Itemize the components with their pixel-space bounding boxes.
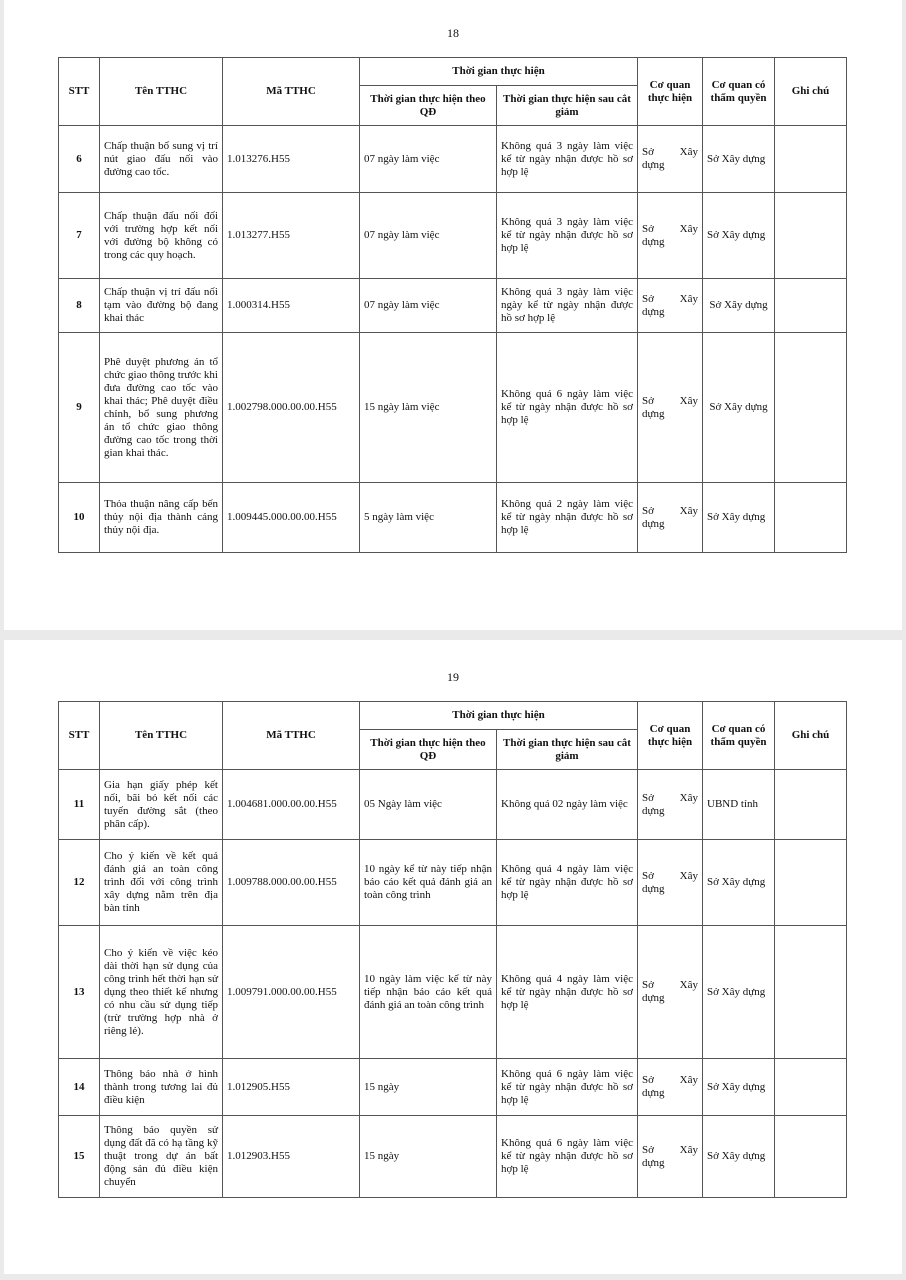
header-name: Tên TTHC bbox=[100, 702, 223, 770]
cell-time-qd: 10 ngày làm việc kể từ này tiếp nhận báo cáo kết quả đánh giá an toàn công trình bbox=[360, 926, 497, 1059]
header-name: Tên TTHC bbox=[100, 58, 223, 126]
cell-authority: Sở Xây dựng bbox=[703, 840, 775, 926]
cell-time-cut: Không quá 2 ngày làm việc kể từ ngày nhận được hồ sơ hợp lệ bbox=[497, 483, 638, 553]
cell-agency: Sở Xây dựng bbox=[638, 926, 703, 1059]
cell-stt: 13 bbox=[59, 926, 100, 1059]
cell-stt: 12 bbox=[59, 840, 100, 926]
cell-name: Cho ý kiến về việc kéo dài thời hạn sử dụng của công trình hết thời hạn sử dụng theo thiết kế nhưng có nhu cầu sử dụng tiếp (trừ trường hợp nhà ở riêng lẻ). bbox=[100, 926, 223, 1059]
document-page-18 bbox=[4, 0, 902, 630]
cell-time-qd: 15 ngày bbox=[360, 1059, 497, 1116]
cell-name: Chấp thuận đấu nối đối với trường hợp kết nối với đường bộ không có trong các quy hoạch. bbox=[100, 193, 223, 279]
cell-code: 1.004681.000.00.00.H55 bbox=[223, 770, 360, 840]
cell-agency: Sở Xây dựng bbox=[638, 483, 703, 553]
page-number: 19 bbox=[447, 670, 459, 684]
cell-time-cut: Không quá 6 ngày làm việc kể từ ngày nhận được hồ sơ hợp lệ bbox=[497, 1059, 638, 1116]
header-time-cut: Thời gian thực hiện sau cắt giảm bbox=[497, 730, 638, 770]
header-authority: Cơ quan có thẩm quyền bbox=[703, 702, 775, 770]
cell-agency: Sở Xây dựng bbox=[638, 1116, 703, 1198]
cell-name: Chấp thuận vị trí đấu nối tạm vào đường bộ đang khai thác bbox=[100, 279, 223, 333]
header-note: Ghi chú bbox=[775, 58, 847, 126]
cell-authority: UBND tỉnh bbox=[703, 770, 775, 840]
cell-note bbox=[775, 483, 847, 553]
cell-stt: 8 bbox=[59, 279, 100, 333]
cell-authority: Sở Xây dựng bbox=[703, 126, 775, 193]
cell-time-cut: Không quá 3 ngày làm việc ngày kể từ ngày nhận được hồ sơ hợp lệ bbox=[497, 279, 638, 333]
table-row bbox=[59, 1059, 847, 1116]
cell-agency: Sở Xây dựng bbox=[638, 1059, 703, 1116]
header-note: Ghi chú bbox=[775, 702, 847, 770]
cell-code: 1.009445.000.00.00.H55 bbox=[223, 483, 360, 553]
cell-note bbox=[775, 126, 847, 193]
cell-time-cut: Không quá 02 ngày làm việc bbox=[497, 770, 638, 840]
cell-agency: Sở Xây dựng bbox=[638, 333, 703, 483]
cell-agency: Sở Xây dựng bbox=[638, 193, 703, 279]
cell-stt: 15 bbox=[59, 1116, 100, 1198]
table-row bbox=[59, 126, 847, 193]
cell-time-cut: Không quá 6 ngày làm việc kể từ ngày nhận được hồ sơ hợp lệ bbox=[497, 333, 638, 483]
cell-time-cut: Không quá 3 ngày làm việc kể từ ngày nhận được hồ sơ hợp lệ bbox=[497, 126, 638, 193]
cell-authority: Sở Xây dựng bbox=[703, 926, 775, 1059]
header-code: Mã TTHC bbox=[223, 58, 360, 126]
cell-time-cut: Không quá 3 ngày làm việc kể từ ngày nhận được hồ sơ hợp lệ bbox=[497, 193, 638, 279]
header-time-group: Thời gian thực hiện bbox=[360, 58, 638, 86]
cell-code: 1.013277.H55 bbox=[223, 193, 360, 279]
table-row bbox=[59, 333, 847, 483]
cell-stt: 11 bbox=[59, 770, 100, 840]
cell-agency: Sở Xây dựng bbox=[638, 279, 703, 333]
header-time-qd: Thời gian thực hiện theo QĐ bbox=[360, 730, 497, 770]
cell-time-cut: Không quá 6 ngày làm việc kể từ ngày nhận được hồ sơ hợp lệ bbox=[497, 1116, 638, 1198]
table-row bbox=[59, 1116, 847, 1198]
cell-code: 1.009788.000.00.00.H55 bbox=[223, 840, 360, 926]
cell-authority: Sở Xây dựng bbox=[703, 1059, 775, 1116]
cell-code: 1.012903.H55 bbox=[223, 1116, 360, 1198]
cell-time-qd: 05 Ngày làm việc bbox=[360, 770, 497, 840]
cell-code: 1.009791.000.00.00.H55 bbox=[223, 926, 360, 1059]
page-number: 18 bbox=[447, 26, 459, 40]
table-row bbox=[59, 770, 847, 840]
cell-time-qd: 15 ngày bbox=[360, 1116, 497, 1198]
cell-time-qd: 15 ngày làm việc bbox=[360, 333, 497, 483]
cell-stt: 6 bbox=[59, 126, 100, 193]
header-agency: Cơ quan thực hiện bbox=[638, 58, 703, 126]
header-time-cut: Thời gian thực hiện sau cắt giảm bbox=[497, 86, 638, 126]
cell-authority: Sở Xây dựng bbox=[703, 193, 775, 279]
cell-name: Thông báo nhà ở hình thành trong tương lai đủ điều kiện bbox=[100, 1059, 223, 1116]
cell-time-qd: 5 ngày làm việc bbox=[360, 483, 497, 553]
header-time-group: Thời gian thực hiện bbox=[360, 702, 638, 730]
cell-note bbox=[775, 840, 847, 926]
cell-name: Thỏa thuận nâng cấp bến thủy nội địa thành cảng thủy nội địa. bbox=[100, 483, 223, 553]
procedures-table bbox=[58, 701, 847, 1198]
table-row bbox=[59, 840, 847, 926]
table-row bbox=[59, 279, 847, 333]
table-row bbox=[59, 193, 847, 279]
cell-time-qd: 07 ngày làm việc bbox=[360, 193, 497, 279]
cell-agency: Sở Xây dựng bbox=[638, 840, 703, 926]
cell-note bbox=[775, 333, 847, 483]
cell-name: Chấp thuận bổ sung vị trí nút giao đấu nối vào đường cao tốc. bbox=[100, 126, 223, 193]
cell-note bbox=[775, 926, 847, 1059]
header-stt: STT bbox=[59, 702, 100, 770]
header-time-qd: Thời gian thực hiện theo QĐ bbox=[360, 86, 497, 126]
cell-time-qd: 07 ngày làm việc bbox=[360, 126, 497, 193]
cell-stt: 7 bbox=[59, 193, 100, 279]
cell-note bbox=[775, 279, 847, 333]
cell-time-cut: Không quá 4 ngày làm việc kể từ ngày nhận được hồ sơ hợp lệ bbox=[497, 926, 638, 1059]
cell-authority: Sở Xây dựng bbox=[703, 483, 775, 553]
table-row bbox=[59, 483, 847, 553]
cell-authority: Sở Xây dựng bbox=[703, 1116, 775, 1198]
cell-code: 1.012905.H55 bbox=[223, 1059, 360, 1116]
cell-name: Thông báo quyền sử dụng đất đã có hạ tầng kỹ thuật trong dự án bất động sản đủ điều kiện chuyển bbox=[100, 1116, 223, 1198]
cell-name: Phê duyệt phương án tổ chức giao thông trước khi đưa đường cao tốc vào khai thác; Phê duyệt điều chỉnh, bổ sung phương án tổ chức giao thông đường cao tốc trong thời gian khai thác. bbox=[100, 333, 223, 483]
cell-note bbox=[775, 193, 847, 279]
cell-stt: 9 bbox=[59, 333, 100, 483]
header-code: Mã TTHC bbox=[223, 702, 360, 770]
cell-name: Gia hạn giấy phép kết nối, bãi bỏ kết nối các tuyến đường sắt (theo phân cấp). bbox=[100, 770, 223, 840]
header-authority: Cơ quan có thẩm quyền bbox=[703, 58, 775, 126]
cell-note bbox=[775, 1116, 847, 1198]
cell-code: 1.002798.000.00.00.H55 bbox=[223, 333, 360, 483]
cell-code: 1.000314.H55 bbox=[223, 279, 360, 333]
cell-stt: 10 bbox=[59, 483, 100, 553]
document-page-19 bbox=[4, 640, 902, 1274]
cell-time-cut: Không quá 4 ngày làm việc kể từ ngày nhận được hồ sơ hợp lệ bbox=[497, 840, 638, 926]
cell-time-qd: 10 ngày kể từ này tiếp nhận báo cáo kết quả đánh giá an toàn công trình bbox=[360, 840, 497, 926]
cell-agency: Sở Xây dựng bbox=[638, 126, 703, 193]
header-agency: Cơ quan thực hiện bbox=[638, 702, 703, 770]
cell-time-qd: 07 ngày làm việc bbox=[360, 279, 497, 333]
cell-stt: 14 bbox=[59, 1059, 100, 1116]
procedures-table bbox=[58, 57, 847, 553]
header-stt: STT bbox=[59, 58, 100, 126]
cell-note bbox=[775, 1059, 847, 1116]
table-row bbox=[59, 926, 847, 1059]
cell-agency: Sở Xây dựng bbox=[638, 770, 703, 840]
cell-authority: Sở Xây dựng bbox=[703, 279, 775, 333]
cell-note bbox=[775, 770, 847, 840]
cell-name: Cho ý kiến về kết quả đánh giá an toàn công trình đối với công trình xây dựng nằm trên địa bàn tỉnh bbox=[100, 840, 223, 926]
cell-code: 1.013276.H55 bbox=[223, 126, 360, 193]
cell-authority: Sở Xây dựng bbox=[703, 333, 775, 483]
